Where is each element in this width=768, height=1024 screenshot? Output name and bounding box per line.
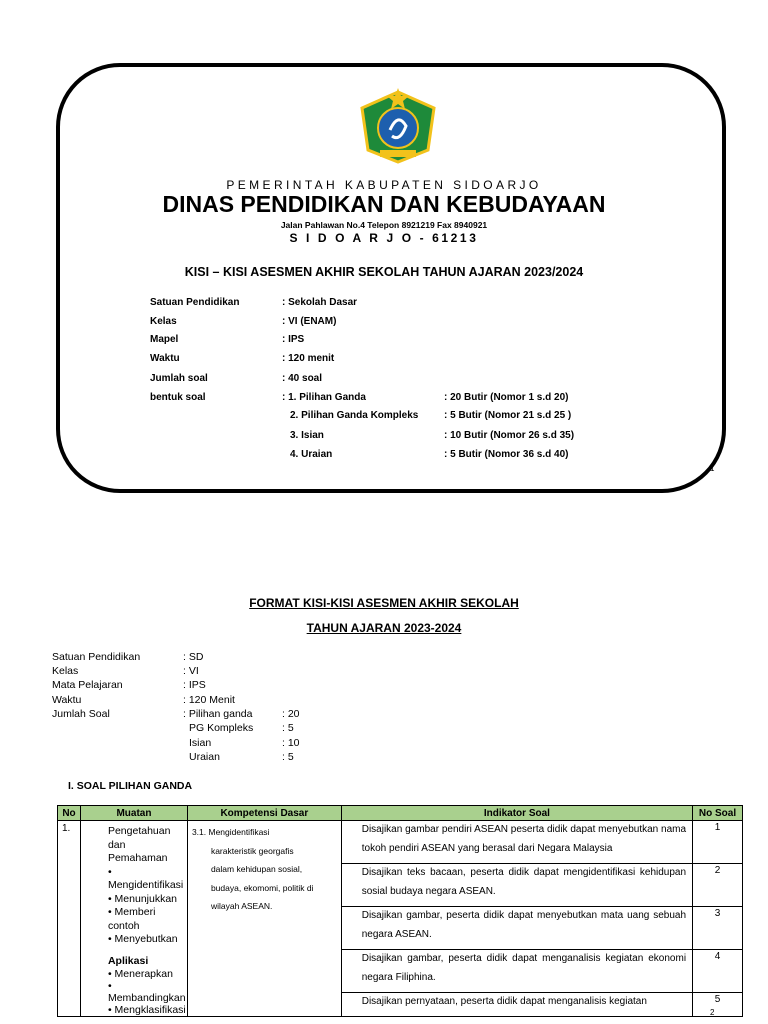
header-no-soal: No Soal <box>693 806 743 821</box>
cover-info-label: Waktu <box>150 353 180 364</box>
format-info-value: : VI <box>183 665 199 677</box>
muatan-line: • Menunjukkan <box>107 892 178 905</box>
indicator-text: Disajikan gambar, peserta didik dapat menyebutkan mata uang sebuah negara ASEAN. <box>341 907 692 950</box>
government-name: PEMERINTAH KABUPATEN SIDOARJO <box>226 178 542 192</box>
header-kompetensi-dasar: Kompetensi Dasar <box>187 806 341 821</box>
count-value: : 5 <box>282 751 294 763</box>
form-name: 2. Pilihan Ganda Kompleks <box>290 410 419 421</box>
cover-title: KISI – KISI ASESMEN AKHIR SEKOLAH TAHUN AJARAN 2023/2024 <box>184 265 584 279</box>
form-detail: : 5 Butir (Nomor 21 s.d 25 ) <box>444 410 572 421</box>
agency-address: Jalan Pahlawan No.4 Telepon 8921219 Fax 8940921 <box>280 220 488 230</box>
section-title: I. SOAL PILIHAN GANDA <box>68 780 193 792</box>
question-number: 5 <box>693 993 743 1017</box>
sidoarjo-logo <box>356 86 440 166</box>
form-detail: : 5 Butir (Nomor 36 s.d 40) <box>444 449 569 460</box>
cover-info-label: bentuk soal <box>150 392 206 403</box>
agency-name: DINAS PENDIDIKAN DAN KEBUDAYAAN <box>162 191 606 217</box>
cover-info-value: : 1. Pilihan Ganda <box>282 392 366 403</box>
muatan-line: • Mengklasifikasi <box>107 1004 186 1016</box>
indicator-text: Disajikan pernyataan, peserta didik dapat menganalisis kegiatan <box>341 993 692 1017</box>
count-name: PG Kompleks <box>189 722 254 734</box>
kd-line: dalam kehidupan sosial, <box>210 864 303 874</box>
question-number: 3 <box>693 907 743 950</box>
format-title: FORMAT KISI-KISI ASESMEN AKHIR SEKOLAH <box>249 596 519 610</box>
muatan-line: • Memberi contoh <box>107 906 156 932</box>
kisi-table <box>57 805 743 1017</box>
header-muatan: Muatan <box>80 806 187 821</box>
table-header-row <box>58 806 743 821</box>
cover-info-label: Mapel <box>150 334 179 345</box>
form-detail: : 10 Butir (Nomor 26 s.d 35) <box>444 430 575 441</box>
format-info-value: : 120 Menit <box>183 694 235 706</box>
indicator-text: Disajikan gambar pendiri ASEAN peserta didik dapat menyebutkan nama tokoh pendiri ASEAN yang berasal dari Negara Malaysia <box>341 821 692 864</box>
form-detail: : 20 Butir (Nomor 1 s.d 20) <box>444 392 569 403</box>
muatan-heading: Aplikasi <box>107 954 149 967</box>
muatan-line: • Menyebutkan <box>107 933 178 945</box>
question-number: 1 <box>693 821 743 864</box>
question-number: 4 <box>693 950 743 993</box>
kd-line: karakteristik georgafis <box>210 845 294 856</box>
agency-city: S I D O A R J O - 61213 <box>289 231 479 245</box>
muatan-line: Pengetahuan dan <box>107 825 171 851</box>
header-indikator-soal: Indikator Soal <box>341 806 692 821</box>
count-name: Isian <box>189 737 212 749</box>
format-info-label: Waktu <box>52 694 82 706</box>
kd-cell <box>187 821 341 1017</box>
cover-info-value: : IPS <box>282 334 305 345</box>
kd-line: wilayah ASEAN. <box>210 901 273 911</box>
question-number: 2 <box>693 864 743 907</box>
header-no: No <box>58 806 81 821</box>
cover-info-value: : 120 menit <box>282 353 335 364</box>
cover-info-label: Kelas <box>150 316 177 327</box>
table-row <box>58 821 743 864</box>
format-info-label: Satuan Pendidikan <box>52 651 141 663</box>
indicator-text: Disajikan teks bacaan, peserta didik dapat mengidentifikasi kehidupan sosial budaya negara ASEAN. <box>341 864 692 907</box>
format-info-value: : Pilihan ganda <box>183 708 253 720</box>
format-info-label: Jumlah Soal <box>52 708 110 720</box>
form-name: 3. Isian <box>290 430 324 441</box>
muatan-line: • Mengidentifikasi <box>107 865 184 891</box>
muatan-line: Pemahaman <box>107 852 168 864</box>
count-name: Uraian <box>189 751 220 763</box>
cover-info-value: : VI (ENAM) <box>282 316 337 327</box>
form-name: 4. Uraian <box>290 449 333 460</box>
count-value: : 5 <box>282 722 294 734</box>
format-info-value: : SD <box>183 651 204 663</box>
format-info-value: : IPS <box>183 679 206 691</box>
cover-info-value: : Sekolah Dasar <box>282 297 358 308</box>
muatan-line: • Menerapkan <box>107 968 173 980</box>
muatan-spacer <box>108 947 187 955</box>
cover-info-label: Jumlah soal <box>150 373 208 384</box>
page-number: 2 <box>710 1008 715 1017</box>
count-value: : 10 <box>282 737 300 749</box>
row-number: 1. <box>58 821 81 1017</box>
format-info-label: Kelas <box>52 665 79 677</box>
kd-line: 3.1. Mengidentifikasi <box>191 827 270 837</box>
kd-line: budaya, ekomomi, politik di <box>210 882 314 893</box>
muatan-line: • Membandingkan <box>107 980 186 1004</box>
indicator-text: Disajikan gambar, peserta didik dapat menganalisis kegiatan ekonomi negara Filiphina. <box>341 950 692 993</box>
format-subtitle: TAHUN AJARAN 2023-2024 <box>306 621 462 635</box>
format-info-label: Mata Pelajaran <box>52 679 123 691</box>
muatan-cell <box>80 821 187 1017</box>
page-number: 1 <box>710 464 715 473</box>
count-value: : 20 <box>282 708 300 720</box>
cover-info-label: Satuan Pendidikan <box>150 297 240 308</box>
cover-info-value: : 40 soal <box>282 373 323 384</box>
